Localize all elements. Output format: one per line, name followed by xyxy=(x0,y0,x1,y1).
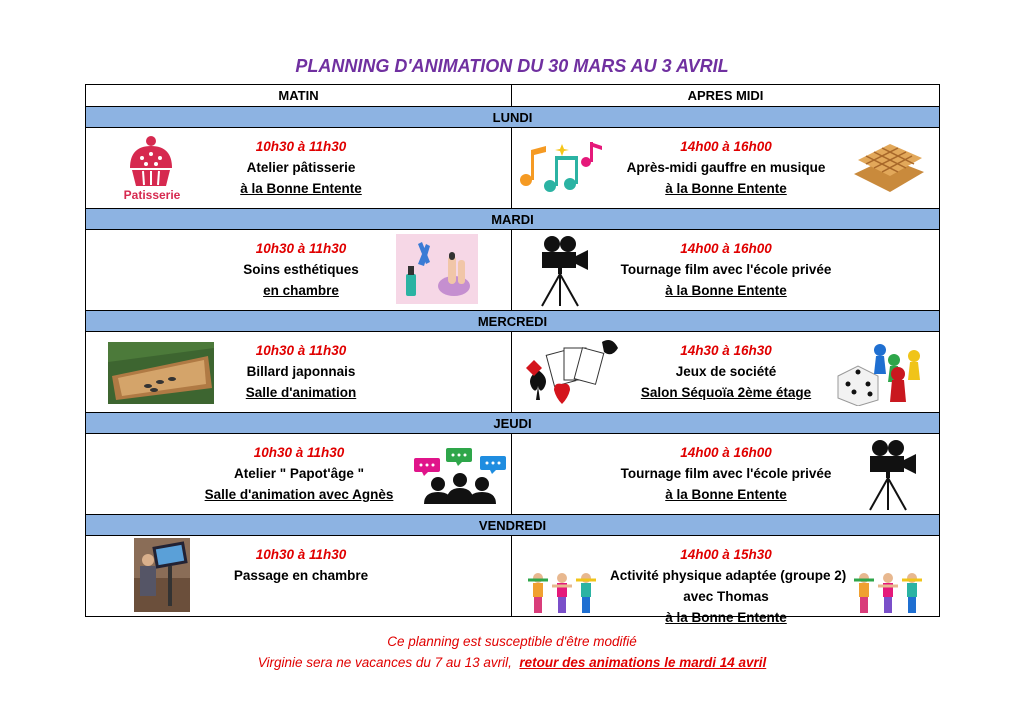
day-label: MARDI xyxy=(86,209,940,230)
dice-pawns-icon xyxy=(834,340,930,406)
time-text: 14h00 à 16h00 xyxy=(680,445,772,460)
place-text: à la Bonne Entente xyxy=(665,610,787,625)
morning-cell xyxy=(86,332,512,413)
cupcake-label: Patisserie xyxy=(123,188,181,202)
footer-note: Ce planning est susceptible d'être modifié xyxy=(387,634,637,649)
activity-row-lundi xyxy=(86,128,940,209)
playing-cards-icon xyxy=(524,338,620,408)
afternoon-cell xyxy=(512,536,940,625)
day-row-jeudi xyxy=(86,413,940,434)
activity-text: Atelier pâtisserie xyxy=(246,160,356,175)
activity-text: Tournage film avec l'école privée xyxy=(620,466,832,481)
day-label: LUNDI xyxy=(86,107,940,128)
activity-text: Après-midi gauffre en musique xyxy=(626,160,826,175)
schedule-table xyxy=(85,84,940,625)
activity-text: Tournage film avec l'école privée xyxy=(620,262,832,277)
place-text: à la Bonne Entente xyxy=(665,181,787,196)
header-morning: MATIN xyxy=(86,85,512,107)
activity-block xyxy=(226,340,376,403)
afternoon-cell xyxy=(512,332,940,413)
footer-return-text: retour des animations le mardi 14 avril xyxy=(519,655,767,670)
activity-block xyxy=(610,136,842,199)
billiard-board-icon xyxy=(108,342,214,404)
day-row-lundi xyxy=(86,107,940,128)
nail-care-icon xyxy=(396,234,478,304)
place-text: à la Bonne Entente xyxy=(665,283,787,298)
activity-text: Activité physique adaptée (groupe 2) xyxy=(610,568,847,583)
afternoon-cell xyxy=(512,128,940,209)
time-text: 14h00 à 16h00 xyxy=(680,241,772,256)
time-text: 14h00 à 16h00 xyxy=(680,139,772,154)
day-row-mercredi xyxy=(86,311,940,332)
activity-block xyxy=(226,238,376,301)
activity-block xyxy=(226,136,376,199)
activity-text: Soins esthétiques xyxy=(243,262,359,277)
activity-row-vendredi xyxy=(86,536,940,617)
place-text: à la Bonne Entente xyxy=(240,181,362,196)
day-label: JEUDI xyxy=(86,413,940,434)
header-row xyxy=(86,85,940,107)
page-title: PLANNING D'ANIMATION DU 30 MARS AU 3 AVRIL xyxy=(295,56,729,76)
day-row-mardi xyxy=(86,209,940,230)
activity-block xyxy=(226,544,376,586)
time-text: 10h30 à 11h30 xyxy=(255,139,347,154)
activity-block xyxy=(610,544,847,628)
waffle-icon xyxy=(848,134,928,198)
afternoon-cell xyxy=(512,434,940,515)
activity-block xyxy=(610,442,842,505)
film-camera-icon xyxy=(860,438,920,512)
day-row-vendredi xyxy=(86,515,940,536)
activity-block xyxy=(186,442,412,505)
place-text: en chambre xyxy=(263,283,339,298)
activity-block xyxy=(610,238,842,301)
chat-group-icon xyxy=(412,446,508,504)
day-label: MERCREDI xyxy=(86,311,940,332)
place-text: à la Bonne Entente xyxy=(665,487,787,502)
activity-text-2: avec Thomas xyxy=(683,589,769,604)
header-afternoon: APRES MIDI xyxy=(512,85,940,107)
morning-cell xyxy=(86,128,512,209)
activity-row-mercredi xyxy=(86,332,940,413)
exercise-people-icon xyxy=(526,572,598,614)
morning-cell xyxy=(86,434,512,515)
day-label: VENDREDI xyxy=(86,515,940,536)
film-camera-icon xyxy=(532,234,592,308)
music-notes-icon xyxy=(516,138,604,196)
activity-row-mardi xyxy=(86,230,940,311)
place-text: Salle d'animation avec Agnès xyxy=(204,487,394,502)
activity-text: Billard japonnais xyxy=(246,364,356,379)
exercise-people-icon xyxy=(852,572,924,614)
activity-text: Atelier " Papot'âge " xyxy=(233,466,365,481)
time-text: 10h30 à 11h30 xyxy=(255,547,347,562)
time-text: 10h30 à 11h30 xyxy=(253,445,345,460)
afternoon-cell xyxy=(512,230,940,311)
time-text: 10h30 à 11h30 xyxy=(255,241,347,256)
activity-row-jeudi xyxy=(86,434,940,515)
time-text: 14h00 à 15h30 xyxy=(680,547,772,562)
activity-text: Jeux de société xyxy=(675,364,777,379)
activity-text: Passage en chambre xyxy=(233,568,369,583)
morning-cell xyxy=(86,536,512,617)
footer-vacation xyxy=(0,655,1024,670)
time-text: 10h30 à 11h30 xyxy=(255,343,347,358)
time-text: 14h30 à 16h30 xyxy=(680,343,772,358)
place-text: Salle d'animation xyxy=(245,385,357,400)
tablet-photo-icon xyxy=(134,538,190,612)
place-text: Salon Séquoïa 2ème étage xyxy=(640,385,812,400)
footer-vacation-text: Virginie sera ne vacances du 7 au 13 avril, xyxy=(257,655,512,670)
morning-cell xyxy=(86,230,512,311)
activity-block xyxy=(610,340,842,403)
